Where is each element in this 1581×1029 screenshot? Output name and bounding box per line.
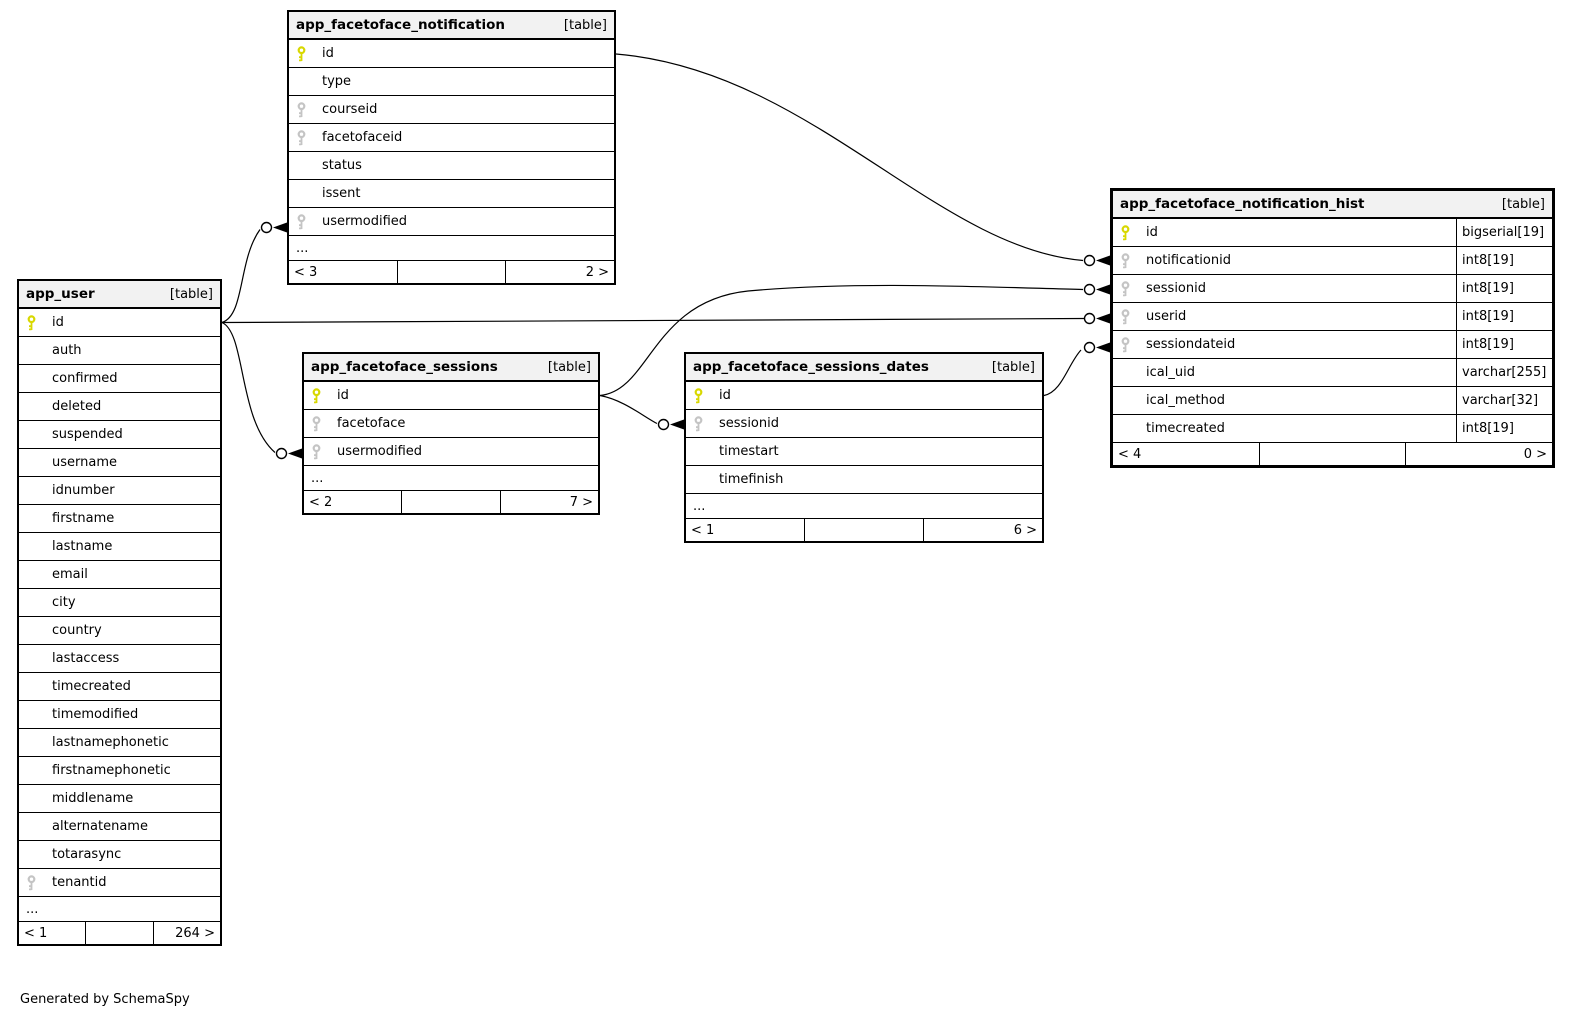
column-type: varchar[32] <box>1456 387 1552 414</box>
table-row <box>686 382 1042 410</box>
table-row <box>1113 387 1552 415</box>
column-name: status <box>322 158 362 173</box>
table-row <box>19 337 220 365</box>
table-row <box>1113 275 1552 303</box>
table-row <box>19 701 220 729</box>
table-row <box>19 309 220 337</box>
column-name: lastaccess <box>52 651 120 666</box>
table-row <box>1113 303 1552 331</box>
table-footer <box>304 491 598 513</box>
no-key-icon <box>26 343 52 359</box>
table-title: app_facetoface_notification <box>296 17 505 33</box>
table-row <box>289 152 614 180</box>
no-key-icon <box>26 763 52 779</box>
no-key-icon <box>26 567 52 583</box>
no-key-icon <box>26 455 52 471</box>
table-row <box>1113 359 1552 387</box>
relationship-dates-to-hist <box>1044 343 1110 396</box>
no-key-icon <box>26 483 52 499</box>
table-row <box>19 813 220 841</box>
footer-parents-count: < 4 <box>1113 443 1260 465</box>
table-row <box>1113 219 1552 247</box>
table-row <box>19 505 220 533</box>
table-row <box>686 466 1042 494</box>
column-name: alternatename <box>52 819 148 834</box>
table-row <box>304 410 598 438</box>
no-key-icon <box>26 791 52 807</box>
table-row <box>686 438 1042 466</box>
column-name: id <box>1146 225 1158 240</box>
no-key-icon <box>26 819 52 835</box>
table-row <box>19 869 220 897</box>
footer-middle <box>398 261 507 283</box>
primary-key-icon <box>26 315 52 331</box>
no-key-icon <box>296 158 322 174</box>
no-key-icon <box>26 847 52 863</box>
table-row <box>289 68 614 96</box>
column-name: courseid <box>322 102 378 117</box>
column-name: deleted <box>52 399 102 414</box>
no-key-icon <box>693 472 719 488</box>
column-name: facetoface <box>337 416 406 431</box>
footer-children-count: 6 > <box>1013 522 1037 538</box>
column-name: suspended <box>52 427 123 442</box>
primary-key-icon <box>311 388 337 404</box>
column-name: idnumber <box>52 483 115 498</box>
column-name: middlename <box>52 791 134 806</box>
table-footer <box>686 519 1042 541</box>
foreign-key-icon <box>1120 253 1146 269</box>
column-type: int8[19] <box>1456 331 1552 358</box>
no-key-icon <box>296 186 322 202</box>
foreign-key-icon <box>296 130 322 146</box>
column-name: userid <box>1146 309 1187 324</box>
footer-middle <box>1260 443 1407 465</box>
table-header[interactable] <box>289 12 614 40</box>
footer-middle <box>86 922 153 944</box>
table-row <box>19 841 220 869</box>
column-name: id <box>337 388 349 403</box>
no-key-icon <box>26 371 52 387</box>
column-name: sessionid <box>719 416 779 431</box>
table-row <box>1113 331 1552 359</box>
no-key-icon <box>26 651 52 667</box>
no-key-icon <box>26 679 52 695</box>
relationship-notification-to-hist <box>616 54 1110 266</box>
table-row <box>19 645 220 673</box>
table-badge: [table] <box>1501 196 1545 212</box>
table-row <box>19 449 220 477</box>
no-key-icon <box>693 444 719 460</box>
table-footer <box>289 261 614 283</box>
column-name: totarasync <box>52 847 122 862</box>
foreign-key-icon <box>693 416 719 432</box>
primary-key-icon <box>1120 225 1146 241</box>
column-name: id <box>52 315 64 330</box>
table-row <box>289 208 614 236</box>
table-app-facetoface-sessions[interactable] <box>302 352 600 515</box>
generated-by-note: Generated by SchemaSpy <box>20 992 190 1007</box>
table-row <box>19 365 220 393</box>
table-row <box>19 673 220 701</box>
footer-parents-count: < 1 <box>686 519 805 541</box>
relationship-sessions-to-dates <box>600 396 684 430</box>
column-name: timefinish <box>719 472 784 487</box>
no-key-icon <box>1120 421 1146 437</box>
table-row <box>304 438 598 466</box>
footer-middle <box>805 519 924 541</box>
table-row <box>1113 247 1552 275</box>
column-name: timecreated <box>52 679 131 694</box>
table-header[interactable] <box>19 281 220 309</box>
primary-key-icon <box>296 46 322 62</box>
no-key-icon <box>26 595 52 611</box>
table-title: app_facetoface_notification_hist <box>1120 196 1365 212</box>
column-name: timecreated <box>1146 421 1225 436</box>
column-name: firstname <box>52 511 115 526</box>
table-title: app_facetoface_sessions_dates <box>693 359 929 375</box>
table-row <box>1113 415 1552 443</box>
column-type: int8[19] <box>1456 275 1552 302</box>
foreign-key-icon <box>1120 281 1146 297</box>
column-name: notificationid <box>1146 253 1231 268</box>
column-name: usermodified <box>322 214 408 229</box>
table-row <box>304 382 598 410</box>
more-columns-indicator: ... <box>686 494 1042 519</box>
column-type: int8[19] <box>1456 303 1552 330</box>
table-title: app_facetoface_sessions <box>311 359 498 375</box>
table-row <box>19 533 220 561</box>
table-row <box>289 124 614 152</box>
relationship-user-to-notification <box>222 223 287 323</box>
column-name: email <box>52 567 88 582</box>
no-key-icon <box>26 623 52 639</box>
foreign-key-icon <box>311 416 337 432</box>
no-key-icon <box>26 427 52 443</box>
table-row <box>19 729 220 757</box>
column-name: id <box>322 46 334 61</box>
column-name: lastname <box>52 539 113 554</box>
column-name: sessionid <box>1146 281 1206 296</box>
table-row <box>19 421 220 449</box>
no-key-icon <box>296 74 322 90</box>
footer-middle <box>402 491 500 513</box>
table-app-user[interactable] <box>17 279 222 946</box>
column-name: country <box>52 623 102 638</box>
footer-children-count: 7 > <box>569 494 593 510</box>
relationship-user-to-sessions <box>222 323 302 459</box>
table-header[interactable] <box>686 354 1042 382</box>
column-name: ical_method <box>1146 393 1226 408</box>
no-key-icon <box>1120 365 1146 381</box>
no-key-icon <box>26 511 52 527</box>
column-type: int8[19] <box>1456 415 1552 442</box>
table-row <box>19 757 220 785</box>
no-key-icon <box>26 399 52 415</box>
foreign-key-icon <box>311 444 337 460</box>
column-type: bigserial[19] <box>1456 219 1552 246</box>
column-type: varchar[255] <box>1456 359 1552 386</box>
table-row <box>19 477 220 505</box>
foreign-key-icon <box>1120 309 1146 325</box>
table-row <box>289 180 614 208</box>
column-name: facetofaceid <box>322 130 403 145</box>
table-app-facetoface-sessions-dates[interactable] <box>684 352 1044 543</box>
column-name: sessiondateid <box>1146 337 1236 352</box>
foreign-key-icon <box>296 214 322 230</box>
footer-parents-count: < 3 <box>289 261 398 283</box>
table-app-facetoface-notification[interactable] <box>287 10 616 285</box>
relationship-user-to-hist <box>222 314 1110 324</box>
column-name: type <box>322 74 352 89</box>
table-header[interactable] <box>1113 191 1552 219</box>
table-badge: [table] <box>563 17 607 33</box>
column-name: username <box>52 455 117 470</box>
more-columns-indicator: ... <box>19 897 220 922</box>
footer-children-count: 2 > <box>585 264 610 280</box>
more-columns-indicator: ... <box>289 236 614 261</box>
primary-key-icon <box>693 388 719 404</box>
footer-children-count: 264 > <box>175 925 215 941</box>
no-key-icon <box>26 707 52 723</box>
column-name: timemodified <box>52 707 139 722</box>
table-row <box>289 96 614 124</box>
table-footer <box>19 922 220 944</box>
column-name: confirmed <box>52 371 118 386</box>
more-columns-indicator: ... <box>304 466 598 491</box>
table-row <box>289 40 614 68</box>
column-type: int8[19] <box>1456 247 1552 274</box>
table-footer <box>1113 443 1552 465</box>
column-name: auth <box>52 343 82 358</box>
column-name: lastnamephonetic <box>52 735 169 750</box>
foreign-key-icon <box>1120 337 1146 353</box>
column-name: ical_uid <box>1146 365 1195 380</box>
column-name: usermodified <box>337 444 423 459</box>
table-badge: [table] <box>169 286 213 302</box>
column-name: issent <box>322 186 361 201</box>
table-title: app_user <box>26 286 95 302</box>
foreign-key-icon <box>26 875 52 891</box>
footer-children-count: 0 > <box>1523 446 1548 462</box>
table-app-facetoface-notification-hist[interactable] <box>1110 188 1555 468</box>
column-name: id <box>719 388 731 403</box>
table-header[interactable] <box>304 354 598 382</box>
no-key-icon <box>26 735 52 751</box>
foreign-key-icon <box>296 102 322 118</box>
table-row <box>19 561 220 589</box>
column-name: tenantid <box>52 875 107 890</box>
footer-parents-count: < 1 <box>19 922 86 944</box>
table-row <box>19 393 220 421</box>
column-name: city <box>52 595 76 610</box>
table-badge: [table] <box>991 359 1035 375</box>
table-badge: [table] <box>547 359 591 375</box>
table-row <box>19 617 220 645</box>
footer-parents-count: < 2 <box>304 491 402 513</box>
column-name: firstnamephonetic <box>52 763 171 778</box>
no-key-icon <box>1120 393 1146 409</box>
no-key-icon <box>26 539 52 555</box>
column-name: timestart <box>719 444 779 459</box>
table-row <box>686 410 1042 438</box>
table-row <box>19 589 220 617</box>
table-row <box>19 785 220 813</box>
